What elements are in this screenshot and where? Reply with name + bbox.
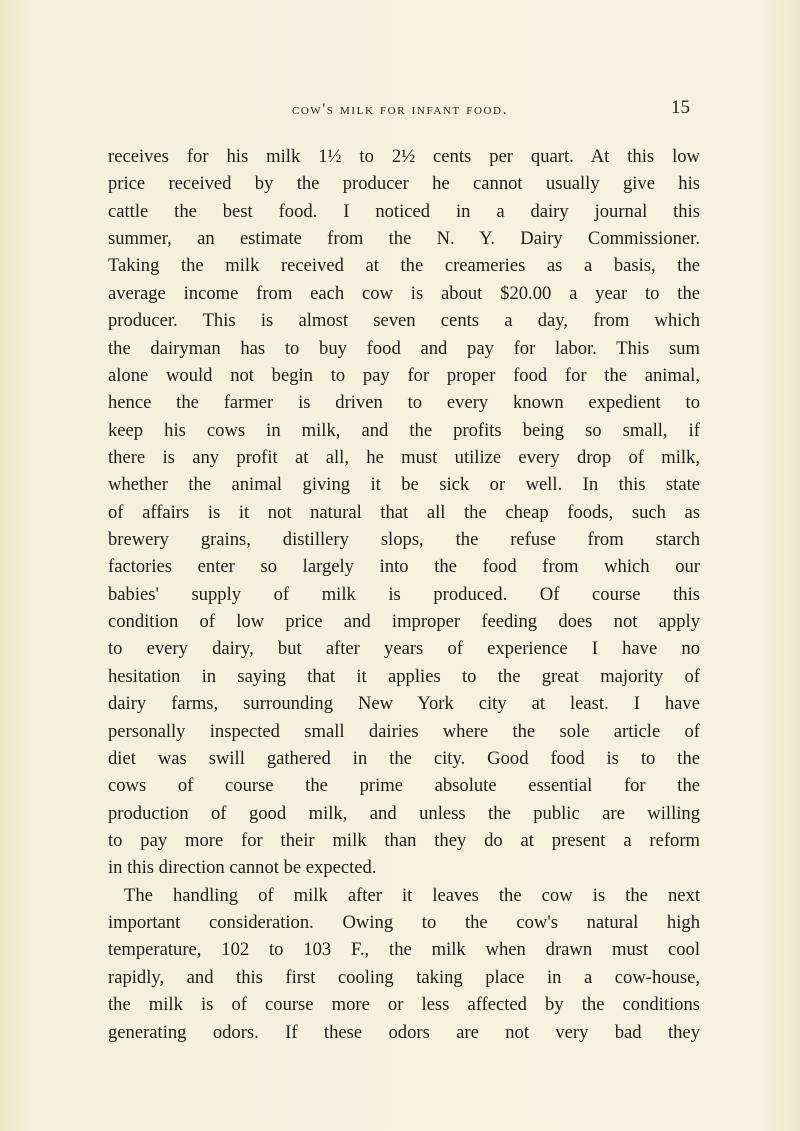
paragraph-start-line: The handling of milk after it leaves the cow is the next (124, 884, 700, 906)
text-line: of affairs is it not natural that all the cheap foods, such as (108, 501, 700, 523)
text-line: producer. This is almost seven cents a day, from which (108, 310, 700, 332)
text-line: production of good milk, and unless the public are willing (108, 802, 700, 824)
text-line: the milk is of course more or less affected by the conditions (108, 994, 700, 1016)
text-line: important consideration. Owing to the cow's natural high (108, 912, 700, 934)
text-line: the dairyman has to buy food and pay for labor. This sum (108, 337, 700, 359)
text-line: hence the farmer is driven to every known expedient to (108, 392, 700, 414)
text-line: factories enter so largely into the food from which our (108, 556, 700, 578)
text-line: average income from each cow is about $20.00 a year to the (108, 282, 700, 304)
running-head (0, 97, 800, 129)
text-line: to every dairy, but after years of experience I have no (108, 638, 700, 660)
text-line: personally inspected small dairies where the sole article of (108, 720, 700, 742)
text-line: cows of course the prime absolute essential for the (108, 775, 700, 797)
text-line: summer, an estimate from the N. Y. Dairy Commissioner. (108, 228, 700, 250)
text-line: generating odors. If these odors are not very bad they (108, 1021, 700, 1043)
text-line: rapidly, and this first cooling taking place in a cow-house, (108, 966, 700, 988)
text-line: hesitation in saying that it applies to the great majority of (108, 665, 700, 687)
text-line: keep his cows in milk, and the profits being so small, if (108, 419, 700, 441)
text-line: Taking the milk received at the creameries as a basis, the (108, 255, 700, 277)
text-line: whether the animal giving it be sick or well. In this state (108, 474, 700, 496)
text-line: cattle the best food. I noticed in a dairy journal this (108, 200, 700, 222)
text-line: alone would not begin to pay for proper food for the animal, (108, 364, 700, 386)
text-line: in this direction cannot be expected. (108, 857, 377, 879)
text-line: dairy farms, surrounding New York city at least. I have (108, 693, 700, 715)
text-line: to pay more for their milk than they do at present a reform (108, 829, 700, 851)
text-line: babies' supply of milk is produced. Of course this (108, 583, 700, 605)
text-line: receives for his milk 1½ to 2½ cents per quart. At this low (108, 146, 700, 167)
text-line: condition of low price and improper feeding does not apply (108, 611, 700, 633)
text-line: diet was swill gathered in the city. Good food is to the (108, 747, 700, 769)
body-text (108, 143, 700, 1046)
text-line: there is any profit at all, he must utilize every drop of milk, (108, 446, 700, 468)
text-line: temperature, 102 to 103 F., the milk when drawn must cool (108, 939, 700, 961)
page-number: 15 (671, 97, 690, 118)
text-line: price received by the producer he cannot usually give his (108, 173, 700, 195)
text-line: brewery grains, distillery slops, the refuse from starch (108, 529, 700, 551)
running-title: cow's milk for infant food. (291, 101, 509, 118)
